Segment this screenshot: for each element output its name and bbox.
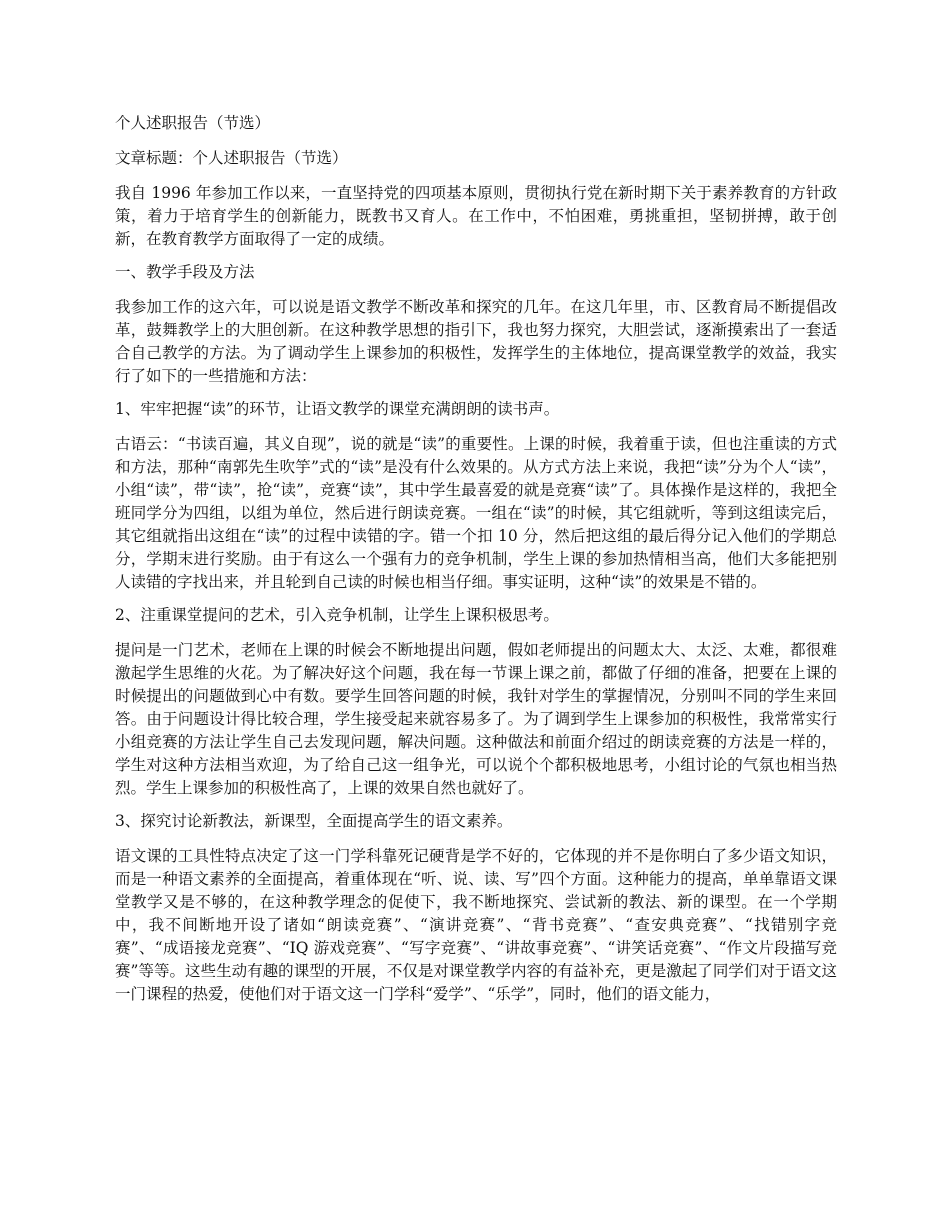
point-1-paragraph: 古语云：“书读百遍，其义自现”，说的就是“读”的重要性。上课的时候，我着重于读，但也注重读的方式和方法，那种“南郭先生吹竽”式的“读”是没有什么效果的。从方式方法上来说，我把“读”分为个人“读”，小组“读”，带“读”，抢“读”，竞赛“读”，其中学生最喜爱的就是竞赛“读”了。具体操作是这样的，我把全班同学分为四组，以组为单位，然后进行朗读竞赛。一组在“读”的时候，其它组就听，等到这组读完后，其它组就指出这组在“读”的过程中读错的字。错一个扣 10 分，然后把这组的最后得分记入他们的学期总分，学期末进行奖励。由于有这么一个强有力的竞争机制，学生上课的参加热情相当高，他们大多能把别人读错的字找出来，并且轮到自己读的时候也相当仔细。事实证明，这种“读”的效果是不错的。 xyxy=(115,435,837,591)
point-3-heading: 3、探究讨论新教法，新课型，全面提高学生的语文素养。 xyxy=(115,812,513,830)
point-2-heading: 2、注重课堂提问的艺术，引入竞争机制，让学生上课积极思考。 xyxy=(115,606,559,624)
teaching-overview-paragraph: 我参加工作的这六年，可以说是语文教学不断改革和探究的几年。在这几年里，市、区教育局不断提倡改革，鼓舞教学上的大胆创新。在这种教学思想的指引下，我也努力探究，大胆尝试，逐渐摸索出了一套适合自己教学的方法。为了调动学生上课参加的积极性，发挥学生的主体地位，提高课堂教学的效益，我实行了如下的一些措施和方法： xyxy=(115,298,837,385)
point-3-paragraph: 语文课的工具性特点决定了这一门学科靠死记硬背是学不好的，它体现的并不是你明白了多少语文知识，而是一种语文素养的全面提高，着重体现在“听、说、读、写”四个方面。这种能力的提高，单单靠语文课堂教学又是不够的，在这种教学理念的促使下，我不断地探究、尝试新的教法、新的课型。在一个学期中，我不间断地开设了诸如“朗读竞赛”、“演讲竞赛”、“背书竞赛”、“查安典竞赛”、“找错别字竞赛”、“成语接龙竞赛”、“IQ 游戏竞赛”、“写字竞赛”、“讲故事竞赛”、“讲笑话竞赛”、“作文片段描写竞赛”等等。这些生动有趣的课型的开展，不仅是对课堂教学内容的有益补充，更是激起了同学们对于语文这一门课程的热爱，使他们对于语文这一门学科“爱学”、“乐学”，同时，他们的语文能力， xyxy=(115,847,837,1003)
section-heading-teaching-methods: 一、教学手段及方法 xyxy=(115,263,255,281)
document-title: 个人述职报告（节选） xyxy=(115,114,271,132)
point-2-paragraph: 提问是一门艺术，老师在上课的时候会不断地提出问题，假如老师提出的问题太大、太泛、太难，都很难激起学生思维的火花。为了解决好这个问题，我在每一节课上课之前，都做了仔细的准备，把要在上课的时候提出的问题做到心中有数。要学生回答问题的时候，我针对学生的掌握情况，分别叫不同的学生来回答。由于问题设计得比较合理，学生接受起来就容易多了。为了调到学生上课参加的积极性，我常常实行小组竞赛的方法让学生自己去发现问题，解决问题。这种做法和前面介绍过的朗读竞赛的方法是一样的，学生对这种方法相当欢迎，为了给自己这一组争光，可以说个个都积极地思考，小组讨论的气氛也相当热烈。学生上课参加的积极性高了，上课的效果自然也就好了。 xyxy=(115,641,837,797)
article-title-line: 文章标题：个人述职报告（节选） xyxy=(115,149,348,167)
document-page xyxy=(115,112,837,1016)
point-1-heading: 1、牢牢把握“读”的环节，让语文教学的课堂充满朗朗的读书声。 xyxy=(115,400,560,418)
intro-paragraph: 我自 1996 年参加工作以来，一直坚持党的四项基本原则，贯彻执行党在新时期下关于素养教育的方针政策，着力于培育学生的创新能力，既教书又育人。在工作中，不怕困难，勇挑重担，坚韧拼搏，敢于创新，在教育教学方面取得了一定的成绩。 xyxy=(115,184,837,248)
